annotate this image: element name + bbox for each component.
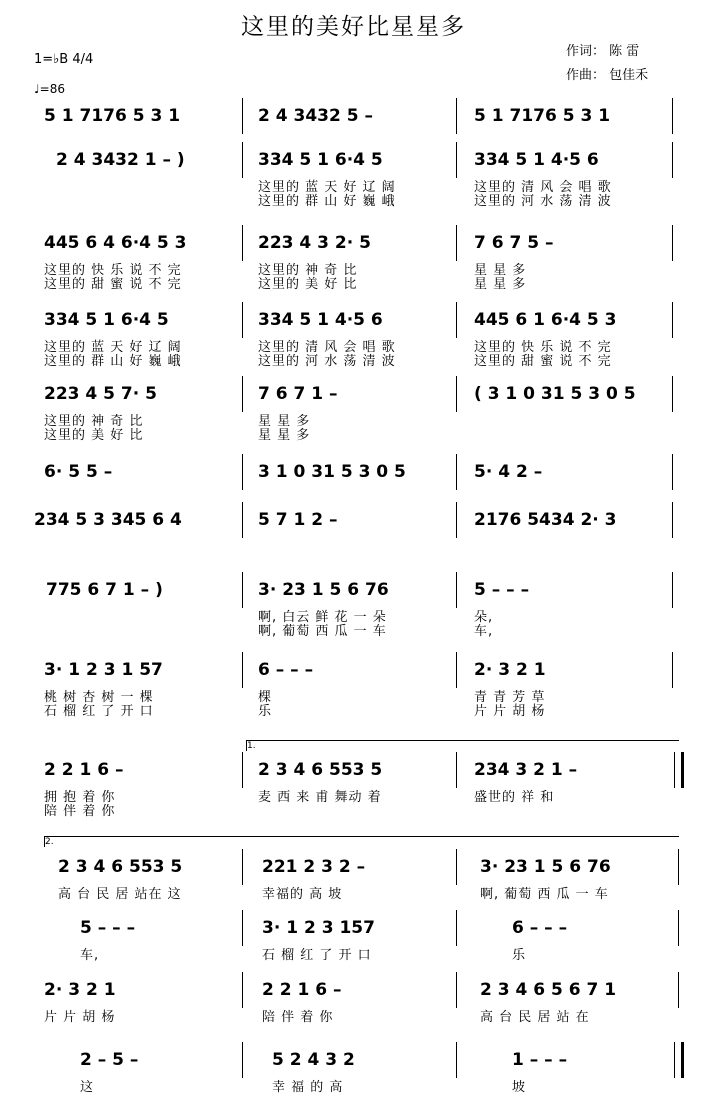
score-system bbox=[0, 857, 707, 907]
barline bbox=[672, 302, 673, 338]
measure-notes: 2176 5434 2· 3 bbox=[474, 510, 617, 530]
measure-notes: 223 4 5 7· 5 bbox=[44, 384, 157, 404]
barline bbox=[456, 376, 457, 412]
lyric-line-1: 这里的 清 风 会 唱 歌 bbox=[258, 340, 396, 355]
barline bbox=[242, 225, 243, 261]
measure-notes: 445 6 4 6·4 5 3 bbox=[44, 233, 187, 253]
lyric-line-2: 这里的 甜 蜜 说 不 完 bbox=[44, 277, 182, 292]
measure-notes: 5 – – – bbox=[474, 580, 530, 600]
barline bbox=[242, 98, 243, 134]
score-system bbox=[0, 580, 707, 639]
composer-credit: 作曲： 包佳禾 bbox=[566, 68, 649, 83]
barline bbox=[242, 752, 243, 788]
measure-notes: 6 – – – bbox=[512, 918, 568, 938]
score-system bbox=[0, 384, 707, 443]
lyric-line-1: 这里的 快 乐 说 不 完 bbox=[474, 340, 612, 355]
key-signature: 1=♭B 4/4 bbox=[34, 52, 94, 67]
lyric-line-1: 桃 树 杏 树 一 棵 bbox=[44, 690, 154, 705]
measure-notes: 2 3 4 6 553 5 bbox=[58, 857, 183, 877]
lyric-line-1: 石 榴 红 了 开 口 bbox=[262, 948, 372, 963]
lyric-line-2: 这里的 美 好 比 bbox=[258, 277, 358, 292]
measure-notes: 234 5 3 345 6 4 bbox=[34, 510, 182, 530]
lyric-line-1: 麦 西 来 甫 舞动 着 bbox=[258, 790, 382, 805]
barline bbox=[456, 502, 457, 538]
score-system bbox=[0, 462, 707, 512]
barline bbox=[672, 98, 673, 134]
barline bbox=[672, 502, 673, 538]
barline bbox=[672, 572, 673, 608]
lyric-line-1: 星 星 多 bbox=[258, 414, 311, 429]
barline bbox=[242, 502, 243, 538]
measure-notes: 2 – 5 – bbox=[80, 1050, 139, 1070]
lyric-line-1: 车, bbox=[80, 948, 100, 963]
first-ending-label: 1. bbox=[247, 741, 256, 751]
measure-notes: 234 3 2 1 – bbox=[474, 760, 578, 780]
lyric-line-1: 这 bbox=[80, 1080, 95, 1095]
score-system bbox=[0, 150, 707, 209]
measure-notes: 5 – – – bbox=[80, 918, 136, 938]
barline bbox=[678, 910, 679, 946]
barline bbox=[242, 454, 243, 490]
lyric-line-2: 车, bbox=[474, 624, 494, 639]
barline bbox=[242, 652, 243, 688]
lyric-line-1: 朵, bbox=[474, 610, 494, 625]
measure-notes: 3· 23 1 5 6 76 bbox=[258, 580, 389, 600]
lyric-line-2: 这里的 河 水 荡 清 波 bbox=[258, 354, 396, 369]
lyric-line-2: 这里的 河 水 荡 清 波 bbox=[474, 194, 612, 209]
lyric-line-2: 星 星 多 bbox=[258, 428, 311, 443]
measure-notes: ( 3 1 0 31 5 3 0 5 bbox=[474, 384, 636, 404]
measure-notes: 221 2 3 2 – bbox=[262, 857, 366, 877]
measure-notes: 3· 23 1 5 6 76 bbox=[480, 857, 611, 877]
lyricist-credit: 作词： 陈 雷 bbox=[566, 44, 640, 59]
measure-notes: 5 1 7176 5 3 1 bbox=[474, 106, 611, 126]
lyric-line-1: 陪 伴 着 你 bbox=[262, 1010, 334, 1025]
barline bbox=[456, 1042, 457, 1078]
measure-notes: 2 4 3432 5 – bbox=[258, 106, 373, 126]
lyric-line-2: 星 星 多 bbox=[474, 277, 527, 292]
lyric-line-1: 幸 福 的 高 bbox=[272, 1080, 344, 1095]
lyric-line-1: 坡 bbox=[512, 1080, 527, 1095]
barline bbox=[456, 454, 457, 490]
measure-notes: 6· 5 5 – bbox=[44, 462, 113, 482]
barline bbox=[678, 849, 679, 885]
lyric-line-1: 这里的 神 奇 比 bbox=[258, 263, 358, 278]
lyric-line-2: 这里的 群 山 好 巍 峨 bbox=[44, 354, 182, 369]
barline bbox=[672, 454, 673, 490]
barline bbox=[242, 142, 243, 178]
score-system bbox=[0, 660, 707, 719]
lyric-line-1: 高 台 民 居 站 在 bbox=[480, 1010, 590, 1025]
lyric-line-1: 乐 bbox=[512, 948, 527, 963]
lyric-line-1: 这里的 蓝 天 好 辽 阔 bbox=[44, 340, 182, 355]
measure-notes: 334 5 1 4·5 6 bbox=[258, 310, 383, 330]
score-system bbox=[0, 310, 707, 369]
measure-notes: 775 6 7 1 – ) bbox=[46, 580, 163, 600]
barline bbox=[242, 302, 243, 338]
measure-notes: 334 5 1 6·4 5 bbox=[258, 150, 383, 170]
lyric-line-1: 这里的 快 乐 说 不 完 bbox=[44, 263, 182, 278]
barline bbox=[242, 572, 243, 608]
barline bbox=[672, 225, 673, 261]
score-system bbox=[0, 106, 707, 156]
lyric-line-1: 高 台 民 居 站在 这 bbox=[58, 887, 182, 902]
measure-notes: 3· 1 2 3 1 57 bbox=[44, 660, 163, 680]
measure-notes: 334 5 1 4·5 6 bbox=[474, 150, 599, 170]
lyric-line-1: 这里的 清 风 会 唱 歌 bbox=[474, 180, 612, 195]
measure-notes: 445 6 1 6·4 5 3 bbox=[474, 310, 617, 330]
barline bbox=[242, 1042, 243, 1078]
second-ending-bracket bbox=[44, 836, 679, 847]
page-title: 这里的美好比星星多 bbox=[241, 14, 466, 40]
final-barline bbox=[674, 1042, 684, 1078]
barline bbox=[456, 98, 457, 134]
measure-notes: 2 2 1 6 – bbox=[44, 760, 124, 780]
lyric-line-1: 片 片 胡 杨 bbox=[44, 1010, 116, 1025]
barline bbox=[678, 972, 679, 1008]
barline bbox=[456, 302, 457, 338]
score-system bbox=[0, 510, 707, 560]
barline bbox=[242, 972, 243, 1008]
measure-notes: 7 6 7 1 – bbox=[258, 384, 338, 404]
measure-notes: 5 1 7176 5 3 1 bbox=[44, 106, 181, 126]
lyric-line-2: 片 片 胡 杨 bbox=[474, 704, 546, 719]
measure-notes: 2· 3 2 1 bbox=[44, 980, 116, 1000]
barline bbox=[456, 849, 457, 885]
lyric-line-2: 啊, 葡萄 西 瓜 一 车 bbox=[258, 624, 387, 639]
measure-notes: 5 7 1 2 – bbox=[258, 510, 338, 530]
measure-notes: 334 5 1 6·4 5 bbox=[44, 310, 169, 330]
measure-notes: 2· 3 2 1 bbox=[474, 660, 546, 680]
measure-notes: 5· 4 2 – bbox=[474, 462, 543, 482]
measure-notes: 2 4 3432 1 – ) bbox=[56, 150, 185, 170]
measure-notes: 2 2 1 6 – bbox=[262, 980, 342, 1000]
lyric-line-1: 星 星 多 bbox=[474, 263, 527, 278]
barline bbox=[242, 376, 243, 412]
lyric-line-1: 啊, 葡萄 西 瓜 一 车 bbox=[480, 887, 609, 902]
barline bbox=[456, 572, 457, 608]
lyric-line-2: 这里的 美 好 比 bbox=[44, 428, 144, 443]
barline bbox=[456, 972, 457, 1008]
barline bbox=[242, 910, 243, 946]
barline bbox=[456, 752, 457, 788]
second-ending-label: 2. bbox=[45, 837, 54, 847]
barline bbox=[456, 225, 457, 261]
lyric-line-1: 啊, 白云 鲜 花 一 朵 bbox=[258, 610, 387, 625]
score-system bbox=[0, 760, 707, 819]
lyric-line-2: 石 榴 红 了 开 口 bbox=[44, 704, 154, 719]
score-system bbox=[0, 918, 707, 968]
barline bbox=[672, 376, 673, 412]
lyric-line-1: 青 青 芳 草 bbox=[474, 690, 546, 705]
lyric-line-2: 这里的 甜 蜜 说 不 完 bbox=[474, 354, 612, 369]
score-system bbox=[0, 1050, 707, 1100]
barline bbox=[672, 652, 673, 688]
lyric-line-1: 这里的 神 奇 比 bbox=[44, 414, 144, 429]
lyric-line-1: 盛世的 祥 和 bbox=[474, 790, 555, 805]
measure-notes: 5 2 4 3 2 bbox=[272, 1050, 355, 1070]
barline bbox=[242, 849, 243, 885]
barline bbox=[456, 142, 457, 178]
score-system bbox=[0, 233, 707, 292]
barline bbox=[456, 910, 457, 946]
lyric-line-1: 这里的 蓝 天 好 辽 阔 bbox=[258, 180, 396, 195]
final-barline bbox=[674, 752, 684, 788]
lyric-line-2: 陪 伴 着 你 bbox=[44, 804, 116, 819]
lyric-line-1: 棵 bbox=[258, 690, 273, 705]
measure-notes: 1 – – – bbox=[512, 1050, 568, 1070]
lyric-line-1: 拥 抱 着 你 bbox=[44, 790, 116, 805]
measure-notes: 2 3 4 6 553 5 bbox=[258, 760, 383, 780]
measure-notes: 6 – – – bbox=[258, 660, 314, 680]
first-ending-bracket bbox=[246, 740, 679, 751]
measure-notes: 2 3 4 6 5 6 7 1 bbox=[480, 980, 617, 1000]
measure-notes: 223 4 3 2· 5 bbox=[258, 233, 371, 253]
lyric-line-1: 幸福的 高 坡 bbox=[262, 887, 343, 902]
tempo-marking: ♩=86 bbox=[34, 82, 65, 96]
lyric-line-2: 这里的 群 山 好 巍 峨 bbox=[258, 194, 396, 209]
lyric-line-2: 乐 bbox=[258, 704, 273, 719]
barline bbox=[456, 652, 457, 688]
measure-notes: 7 6 7 5 – bbox=[474, 233, 554, 253]
score-system bbox=[0, 980, 707, 1030]
measure-notes: 3· 1 2 3 157 bbox=[262, 918, 375, 938]
measure-notes: 3 1 0 31 5 3 0 5 bbox=[258, 462, 406, 482]
barline bbox=[672, 142, 673, 178]
